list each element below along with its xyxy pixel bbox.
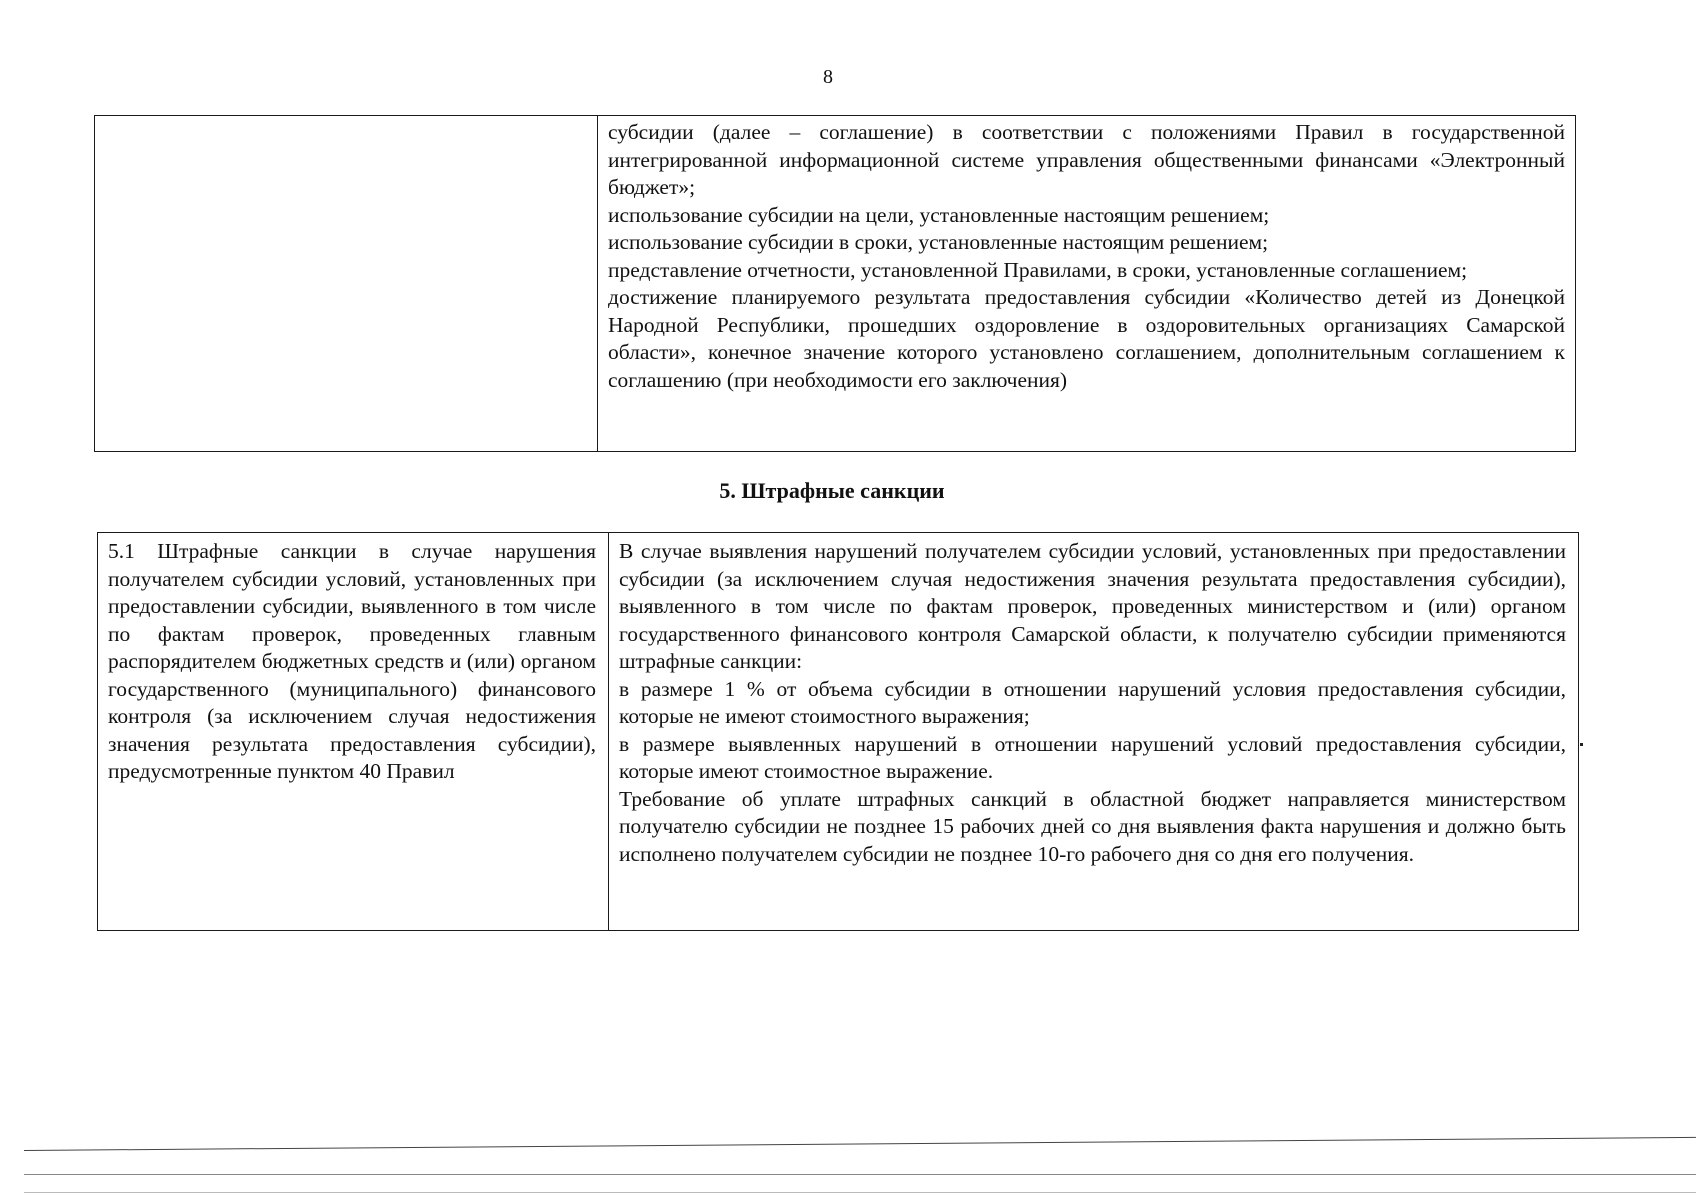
sanction-paragraph: Требование об уплате штрафных санкций в областной бюджет направляется министерством получателю субсидии не позднее 15 рабочих дней со дня выявления факта нарушения и должно быть исполнено получателем субсидии не позднее 10-го рабочего дня со дня его получения.	[619, 786, 1566, 866]
conditions-paragraph: представление отчетности, установленной Правилами, в сроки, установленные соглашением;	[608, 257, 1468, 282]
section-title: 5. Штрафные санкции	[719, 478, 945, 503]
conditions-paragraph: субсидии (далее – соглашение) в соответствии с положениями Правил в государственной интегрированной информационной системе управления общественными финансами «Электронный бюджет»;	[608, 120, 1565, 199]
footer-divider	[24, 1174, 1696, 1175]
sanction-paragraph: в размере выявленных нарушений в отношении нарушений условий предоставления субсидии, которые имеют стоимостное выражение.	[619, 731, 1566, 783]
sanction-paragraph: В случае выявления нарушений получателем субсидии условий, установленных при предоставлении субсидии (за исключением случая недостижения значения результата предоставления субсидии), выявленного в том числе по фактам проверок, проведенных министерством и (или) органом государственного финансового контроля Самарской области, к получателю субсидии применяются штрафные санкции:	[619, 539, 1566, 673]
conditions-cell	[598, 116, 1576, 452]
conditions-paragraph: использование субсидии на цели, установленные настоящим решением;	[608, 202, 1270, 227]
conditions-paragraph: использование субсидии в сроки, установленные настоящим решением;	[608, 230, 1269, 254]
footer-divider	[24, 1192, 1696, 1193]
table-row	[98, 533, 1579, 931]
page-number: 8	[823, 66, 833, 88]
footer-divider	[24, 1137, 1696, 1151]
sanction-paragraph: в размере 1 % от объема субсидии в отношении нарушений условия предоставления субсидии, которые не имеют стоимостного выражения;	[619, 676, 1566, 728]
conditions-table	[94, 115, 1576, 452]
sanction-clause-cell: 5.1 Штрафные санкции в случае нарушения получателем субсидии условий, установленных при предоставлении субсидии, выявленного в том числе по фактам проверок, проведенных главным распорядителем бюджетных средств и (или) органом государственного (муниципального) финансового контроля (за исключением случая недостижения значения результата предоставления субсидии), предусмотренные пунктом 40 Правил	[98, 533, 609, 931]
sanction-description-cell	[609, 533, 1579, 931]
conditions-paragraph: достижение планируемого результата предоставления субсидии «Количество детей из Донецкой Народной Республики, прошедших оздоровление в оздоровительных организациях Самарской области», конечное значение которого установлено соглашением, дополнительным соглашением к соглашению (при необходимости его заключения)	[608, 285, 1565, 392]
scan-mark	[1580, 743, 1583, 746]
table-row	[95, 116, 1576, 452]
sanctions-table	[97, 532, 1579, 931]
table-cell-empty	[95, 116, 598, 452]
